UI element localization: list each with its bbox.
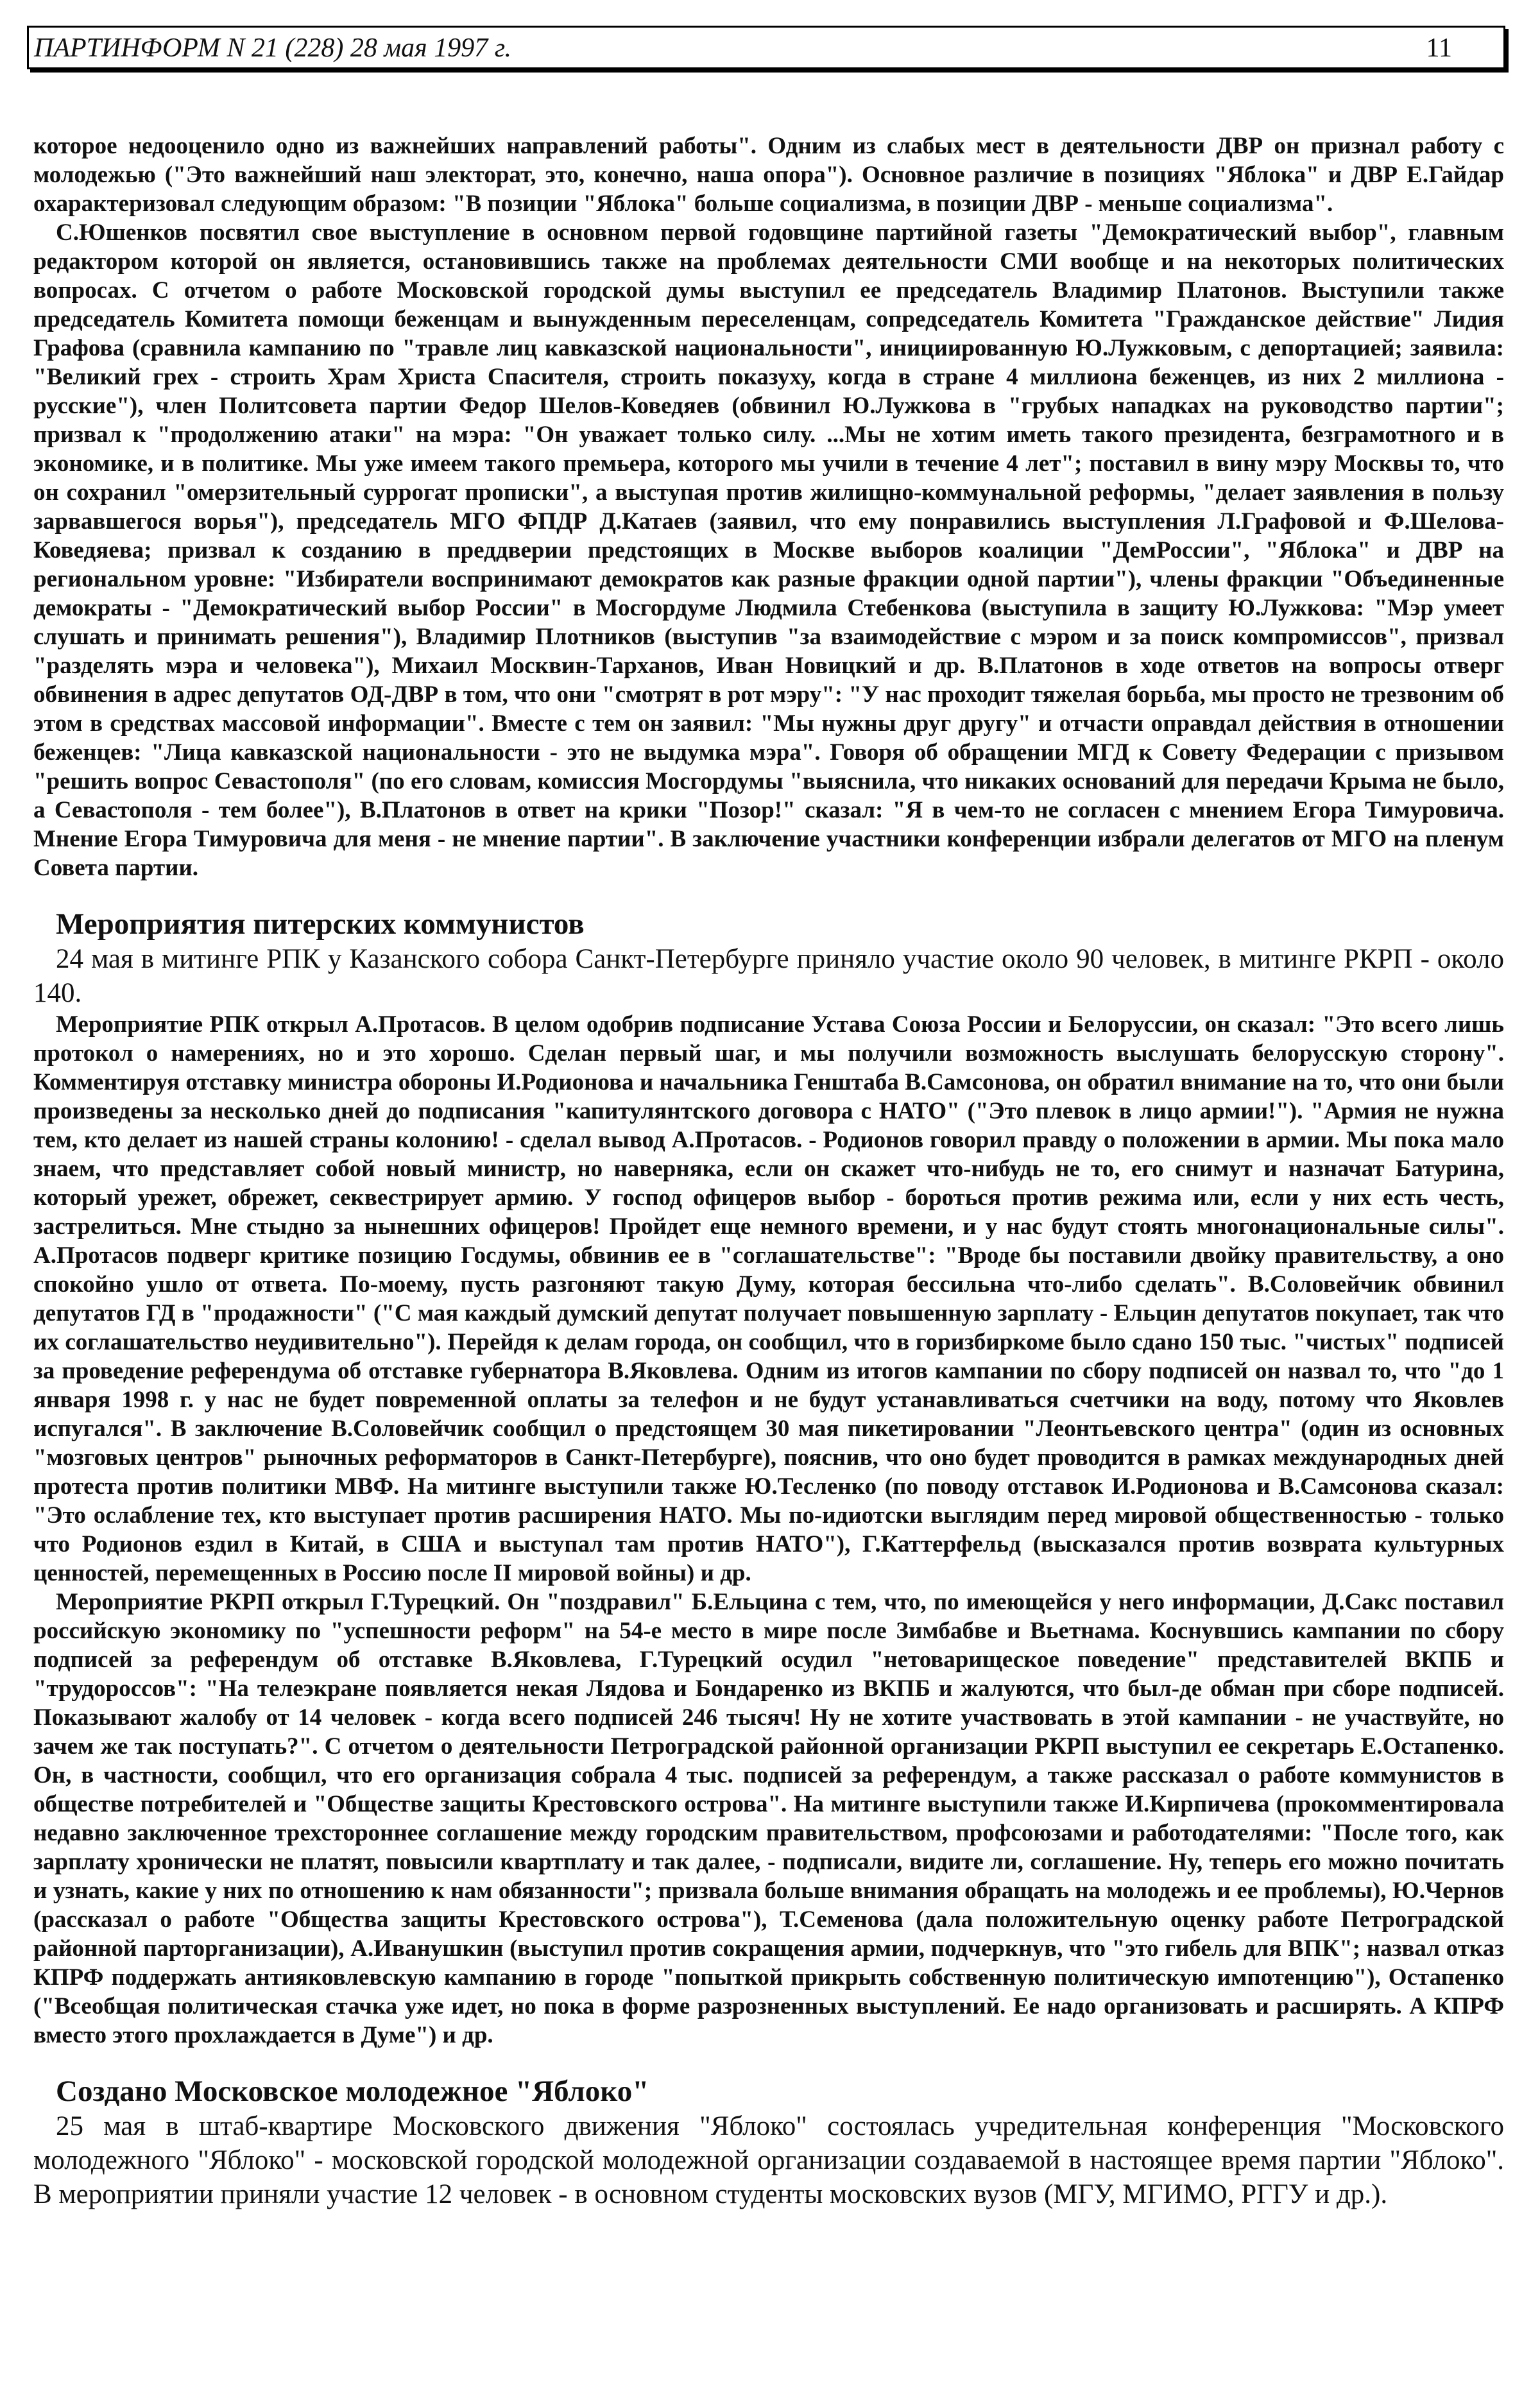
article-youth-yabloko [33,2074,1504,2211]
section-heading: Создано Московское молодежное "Яблоко" [56,2075,649,2108]
page-content [33,132,1504,2211]
paragraph: С.Юшенков посвятил свое выступление в основном первой годовщине партийной газеты "Демократический выбор", главным редактором которой он является, остановившись также на проблемах деятельности СМИ вообще и на некоторых политических вопросах. С отчетом о работе Московской городской думы выступил ее председатель Владимир Платонов. Выступили также председатель Комитета помощи беженцам и вынужденным переселенцам, сопредседатель Комитета "Гражданское действие" Лидия Графова (сравнила кампанию по "травле лиц кавказской национальности", инициированную Ю.Лужковым, с депортацией; заявила: "Великий грех - строить Храм Христа Спасителя, строить показуху, когда в стране 4 миллиона беженцев, из них 2 миллиона - русские"), член Политсовета партии Федор Шелов-Коведяев (обвинил Ю.Лужкова в "грубых нападках на руководство партии"; призвал к "продолжению атаки" на мэра: "Он уважает только силу. ...Мы не хотим иметь такого президента, безграмотного и в экономике, и в политике. Мы уже имеем такого премьера, которого мы учили в течение 4 лет"; поставил в вину мэру Москвы то, что он сохранил "омерзительный суррогат прописки", а выступая против жилищно-коммунальной реформы, "делает заявления в пользу зарвавшегося ворья"), председатель МГО ФПДР Д.Катаев (заявил, что ему понравились выступления Л.Графовой и Ф.Шелова-Коведяева; призвал к созданию в преддверии предстоящих в Москве выборов коалиции "ДемРоссии", "Яблока" и ДВР на региональном уровне: "Избиратели воспринимают демократов как разные фракции одной партии"), члены фракции "Объединенные демократы - "Демократический выбор России" в Мосгордуме Людмила Стебенкова (выступила в защиту Ю.Лужкова: "Мэр умеет слушать и принимать решения"), Владимир Плотников (выступив "за взаимодействие с мэром и за поиск компромиссов", призвал "разделять мэра и человека"), Михаил Москвин-Тарханов, Иван Новицкий и др. В.Платонов в ходе ответов на вопросы отверг обвинения в адрес депутатов ОД-ДВР в том, что они "смотрят в рот мэру": "У нас проходит тяжелая борьба, мы просто не трезвоним об этом в средствах массовой информации". Вместе с тем он заявил: "Мы нужны друг другу" и отчасти оправдал действия в отношении беженцев: "Лица кавказской национальности - это не выдумка мэра". Говоря об обращении МГД к Совету Федерации с призывом "решить вопрос Севастополя" (по его словам, комиссия Мосгордумы "выяснила, что никаких оснований для передачи Крыма не было, а Севастополя - тем более"), В.Платонов в ответ на крики "Позор!" сказал: "Я в чем-то не согласен с мнением Егора Тимуровича. Мнение Егора Тимуровича для меня - не мнение партии". В заключение участники конференции избрали делегатов от МГО на пленум Совета партии. [33,219,1504,881]
article-piter-communists [33,907,1504,2050]
paragraph: которое недооценило одно из важнейших направлений работы". Одним из слабых мест в деятельности ДВР он признал работу с молодежью ("Это важнейший наш электорат, это, конечно, наша опора"). Основное различие в позициях "Яблока" и ДВР Е.Гайдар охарактеризовал следующим образом: "В позиции "Яблока" больше социализма, в позиции ДВР - меньше социализма". [33,133,1504,217]
paragraph: Мероприятие РПК открыл А.Протасов. В целом одобрив подписание Устава Союза России и Белоруссии, он сказал: "Это всего лишь протокол о намерениях, но и это хорошо. Сделан первый шаг, и мы получили возможность выслушать белорусскую сторону". Комментируя отставку министра обороны И.Родионова и начальника Генштаба В.Самсонова, он обратил внимание на то, что они были произведены за несколько дней до подписания "капитулянтского договора с НАТО" ("Это плевок в лицо армии!"). "Армия не нужна тем, кто делает из нашей страны колонию! - сделал вывод А.Протасов. - Родионов говорил правду о положении в армии. Мы пока мало знаем, что представляет собой новый министр, но наверняка, если он скажет что-нибудь не то, его снимут и назначат Батурина, который урежет, обрежет, секвестрирует армию. У господ офицеров выбор - бороться против режима или, если у них есть честь, застрелиться. Мне стыдно за нынешних офицеров! Пройдет еще немного времени, и у нас будут стоять многонациональные силы". А.Протасов подверг критике позицию Госдумы, обвинив ее в "соглашательстве": "Вроде бы поставили двойку правительству, а оно спокойно ушло от ответа. По-моему, пусть разгоняют такую Думу, которая бессильна что-либо сделать". В.Соловейчик обвинил депутатов ГД в "продажности" ("С мая каждый думский депутат получает повышенную зарплату - Ельцин депутатов покупает, так что их соглашательство неудивительно"). Перейдя к делам города, он сообщил, что в горизбиркоме было сдано 150 тыс. "чистых" подписей за проведение референдума об отставке губернатора В.Яковлева. Одним из итогов кампании по сбору подписей он назвал то, что "до 1 января 1998 г. у нас не будет повременной оплаты за телефон и не будут устанавливаться счетчики на воду, потому что Яковлев испугался". В заключение В.Соловейчик сообщил о предстоящем 30 мая пикетировании "Леонтьевского центра" (один из основных "мозговых центров" рыночных реформаторов в Санкт-Петербурге), пояснив, что оно будет проводится в рамках международных дней протеста против политики МВФ. На митинге выступили также Ю.Тесленко (по поводу отставок И.Родионова и В.Самсонова сказал: "Это ослабление тех, кто выступает против расширения НАТО. Мы по-идиотски выглядим перед мировой общественностью - только что Родионов ездил в Китай, в США и выступал там против НАТО"), Г.Каттерфельд (высказался против возврата культурных ценностей, перемещенных в Россию после II мировой войны) и др. [33,1011,1504,1586]
paragraph: Мероприятие РКРП открыл Г.Турецкий. Он "поздравил" Б.Ельцина с тем, что, по имеющейся у него информации, Д.Сакс поставил российскую экономику по "успешности реформ" на 54-е место в мире после Зимбабве и Вьетнама. Коснувшись кампании по сбору подписей за референдум об отставке В.Яковлева, Г.Турецкий осудил "нетоварищеское поведение" представителей ВКПБ и "трудороссов": "На телеэкране появляется некая Лядова и Бондаренко из ВКПБ и жалуются, что был-де обман при сборе подписей. Показывают жалобу от 14 человек - когда всего подписей 246 тысяч! Ну не хотите участвовать в этой кампании - не участвуйте, но зачем же так поступать?". С отчетом о деятельности Петроградской районной организации РКРП выступил ее секретарь Е.Остапенко. Он, в частности, сообщил, что его организация собрала 4 тыс. подписей за референдум, а также рассказал о работе коммунистов в обществе потребителей и "Обществе защиты Крестовского острова". На митинге выступили также И.Кирпичева (прокомментировала недавно заключенное трехстороннее соглашение между городским правительством, профсоюзами и работодателями: "После того, как зарплату хронически не платят, повысили квартплату и так далее, - подписали, видите ли, соглашение. Ну, теперь его можно почитать и узнать, какие у них по отношению к нам обязанности"; призвала больше внимания обращать на молодежь и ее проблемы), Ю.Чернов (рассказал о работе "Общества защиты Крестовского острова"), Т.Семенова (дала положительную оценку работе Петроградской районной парторганизации), А.Иванушкин (выступил против сокращения армии, подчеркнув, что "это гибель для ВПК"; назвал отказ КПРФ поддержать антияковлевскую кампанию в городе "попыткой прикрыть собственную политическую импотенцию"), Остапенко ("Всеобщая политическая стачка уже идет, но пока в форме разрозненных выступлений. Ее надо организовать и расширять. А КПРФ вместо этого прохлаждается в Думе") и др. [33,1589,1504,2048]
section-heading: Мероприятия питерских коммунистов [56,907,585,941]
section-lead: 25 мая в штаб-квартире Московского движения "Яблоко" состоялась учредительная конференция "Московского молодежного "Яблоко" - московской городской молодежной организации создаваемой в настоящее время партии "Яблоко". В мероприятии приняли участие 12 человек - в основном студенты московских вузов (МГУ, МГИМО, РГГУ и др.). [33,2111,1504,2209]
page-number: 11 [1426,33,1452,63]
article-continuation [33,132,1504,882]
section-lead: 24 мая в митинге РПК у Казанского собора Санкт-Петербурге приняло участие около 90 человек, в митинге РКРП - около 140. [33,944,1504,1008]
publication-title: ПАРТИНФОРМ N 21 (228) 28 мая 1997 г. [34,33,512,63]
page-header [27,26,1505,69]
